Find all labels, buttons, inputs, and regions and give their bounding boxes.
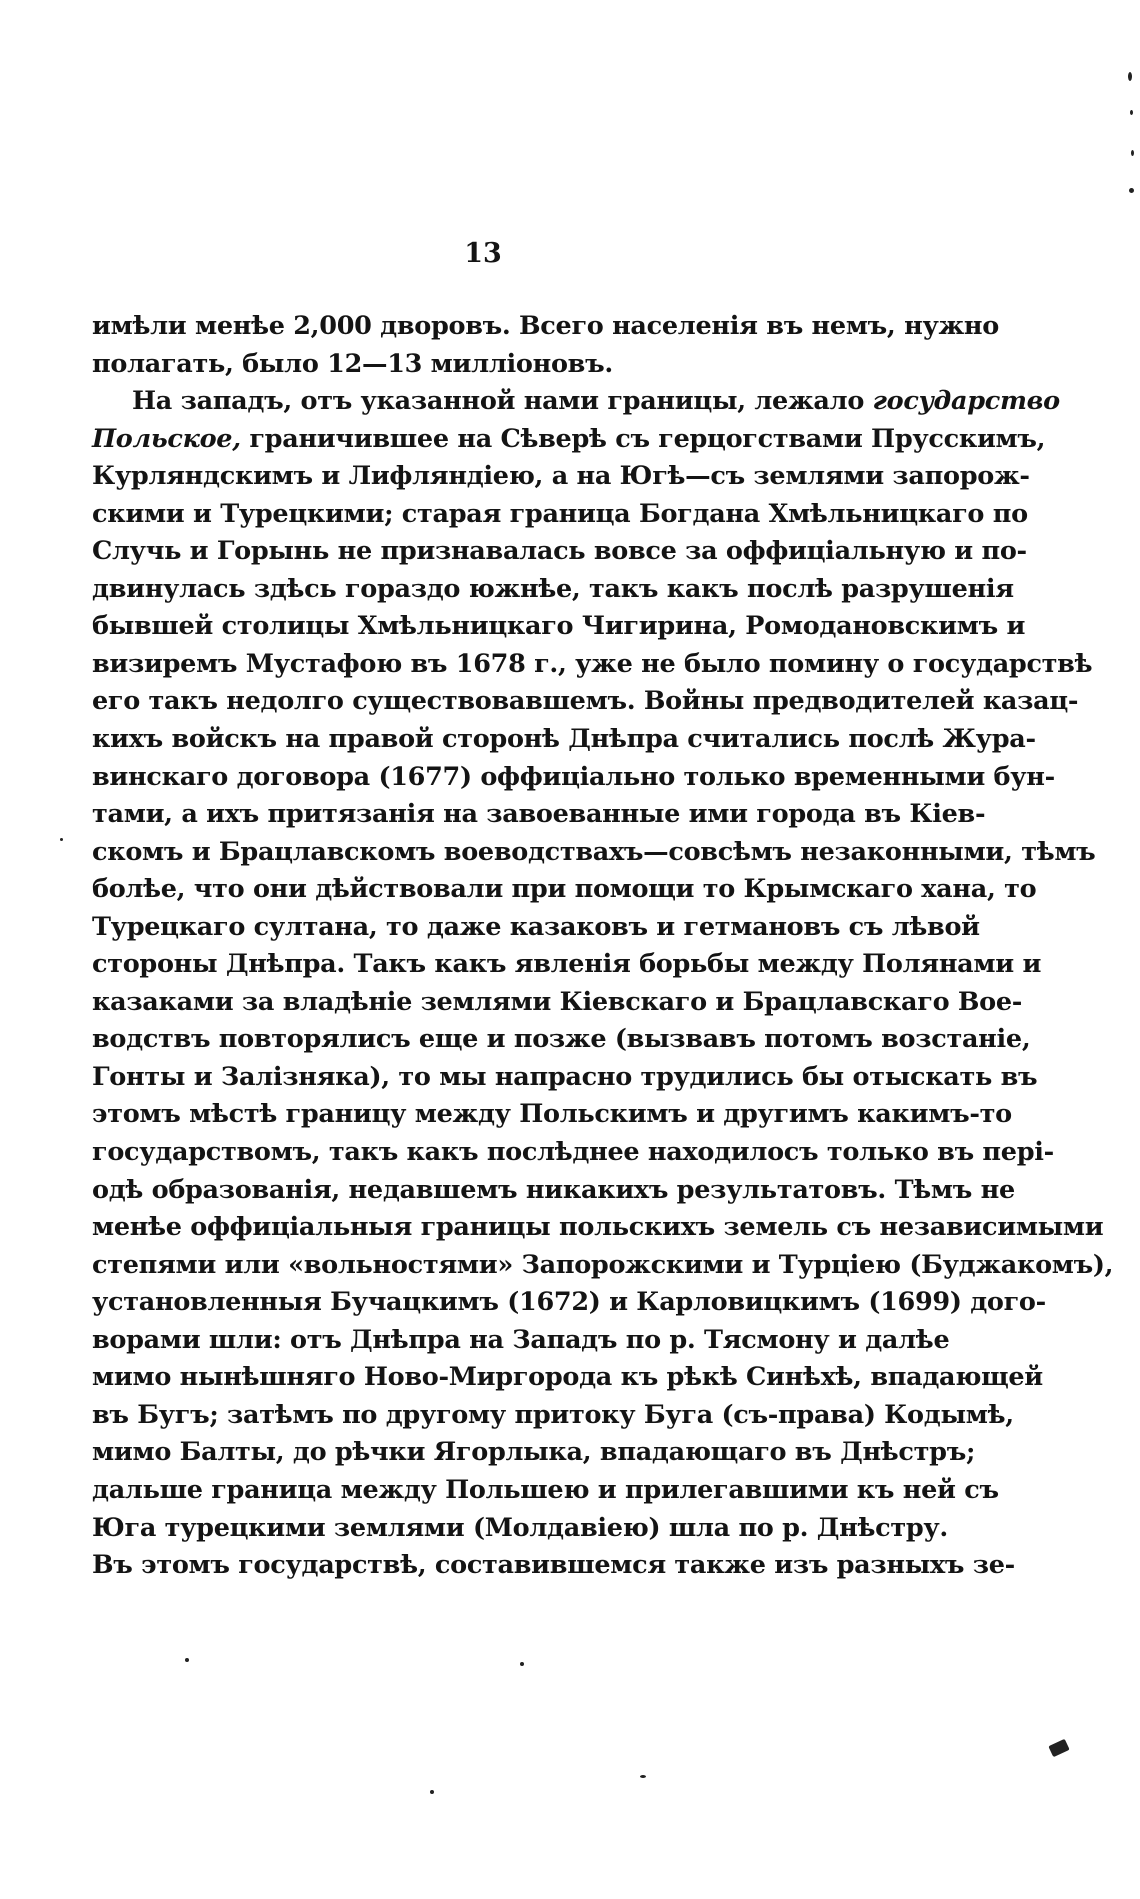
scan-speck	[520, 1662, 524, 1666]
italic-term: Польское,	[92, 423, 241, 454]
scan-speck	[60, 838, 63, 841]
text-line: двинулась здѣсь гораздо южнѣе, такъ какъ послѣ разрушенія	[92, 573, 1014, 604]
text-line: степями или «вольностями» Запорожскими и Турціею (Буджакомъ),	[92, 1249, 1114, 1280]
text-line: имѣли менѣе 2,000 дворовъ. Всего населенія въ немъ, нужно	[92, 311, 1000, 341]
text-line: болѣе, что они дѣйствовали при помощи то Крымскаго хана, то	[92, 874, 1037, 905]
text-line: казаками за владѣніе землями Кіевскаго и Брацлавскаго Вое-	[92, 986, 1023, 1017]
text-line	[92, 383, 1060, 421]
text-line-part: На западъ, отъ указанной нами границы, лежало	[132, 386, 865, 417]
text-line: менѣе оффиціальныя границы польскихъ земель съ независимыми	[92, 1212, 1104, 1243]
text-line: бывшей столицы Хмѣльницкаго Чигирина, Ромодановскимъ и	[92, 611, 1026, 642]
text-line: водствъ повторялисъ еще и позже (вызвавъ потомъ возстаніе,	[92, 1024, 1031, 1055]
text-line: Случь и Горынь не признавалась вовсе за оффиціальную и по-	[92, 536, 1027, 567]
text-line: стороны Днѣпра. Такъ какъ явленія борьбы между Полянами и	[92, 949, 1042, 980]
scan-speck	[1048, 1739, 1069, 1757]
text-line: его такъ недолго существовавшемъ. Войны предводителей казац-	[92, 686, 1079, 717]
text-line: Турецкаго султана, то даже казаковъ и гетмановъ съ лѣвой	[92, 911, 980, 942]
text-line: Курляндскимъ и Лифляндіею, а на Югѣ—съ землями запорож-	[92, 461, 1030, 492]
text-line: визиремъ Мустафою въ 1678 г., уже не было помину о государствѣ	[92, 648, 1093, 679]
text-line: мимо нынѣшняго Ново-Миргорода къ рѣкѣ Синѣхѣ, впадающей	[92, 1362, 1043, 1393]
text-line: полагать, было 12—13 милліоновъ.	[92, 348, 613, 379]
text-line: скими и Турецкими; старая граница Богдана Хмѣльницкаго по	[92, 498, 1028, 529]
scan-speck	[1131, 150, 1134, 156]
text-line: государствомъ, такъ какъ послѣднее находилосъ только въ пері-	[92, 1137, 1054, 1168]
text-line: кихъ войскъ на правой сторонѣ Днѣпра считались послѣ Жура-	[92, 724, 1036, 755]
body-text	[92, 308, 1114, 1585]
scan-speck	[185, 1658, 189, 1662]
scan-speck	[430, 1790, 434, 1794]
text-line: Юга турецкими землями (Молдавіею) шла по р. Днѣстру.	[92, 1512, 949, 1543]
text-line: Гонты и Залізняка), то мы напрасно трудились бы отыскать въ	[92, 1061, 1038, 1092]
text-line: ворами шли: отъ Днѣпра на Западъ по р. Тясмону и далѣе	[92, 1324, 950, 1355]
text-line	[92, 421, 1046, 459]
text-line: установленныя Бучацкимъ (1672) и Карловицкимъ (1699) дого-	[92, 1287, 1046, 1318]
scan-speck	[1128, 72, 1132, 81]
text-line: дальше граница между Польшею и прилегавшими къ ней съ	[92, 1474, 999, 1505]
text-line: этомъ мѣстѣ границу между Польскимъ и другимъ какимъ-то	[92, 1099, 1012, 1130]
text-line: скомъ и Брацлавскомъ воеводствахъ—совсѣмъ незаконными, тѣмъ	[92, 836, 1096, 867]
scan-speck	[1129, 188, 1134, 193]
text-line: Въ этомъ государствѣ, составившемся также изъ разныхъ зе-	[92, 1550, 1015, 1581]
text-line: одѣ образованія, недавшемъ никакихъ результатовъ. Тѣмъ не	[92, 1174, 1015, 1205]
italic-term: государство	[872, 386, 1060, 417]
text-line: мимо Балты, до рѣчки Ягорлыка, впадающаго въ Днѣстръ;	[92, 1437, 976, 1468]
text-line: въ Бугъ; затѣмъ по другому притоку Буга (съ-права) Кодымѣ,	[92, 1399, 1014, 1430]
scan-speck	[640, 1775, 646, 1778]
text-line: винскаго договора (1677) оффиціально только временными бун-	[92, 761, 1055, 792]
scan-speck	[1130, 110, 1133, 115]
text-line-part: граничившее на Сѣверѣ съ герцогствами Прусскимъ,	[249, 423, 1046, 454]
text-line: тами, а ихъ притязанія на завоеванные ими города въ Кіев-	[92, 799, 986, 830]
page-number: 13	[464, 238, 502, 269]
